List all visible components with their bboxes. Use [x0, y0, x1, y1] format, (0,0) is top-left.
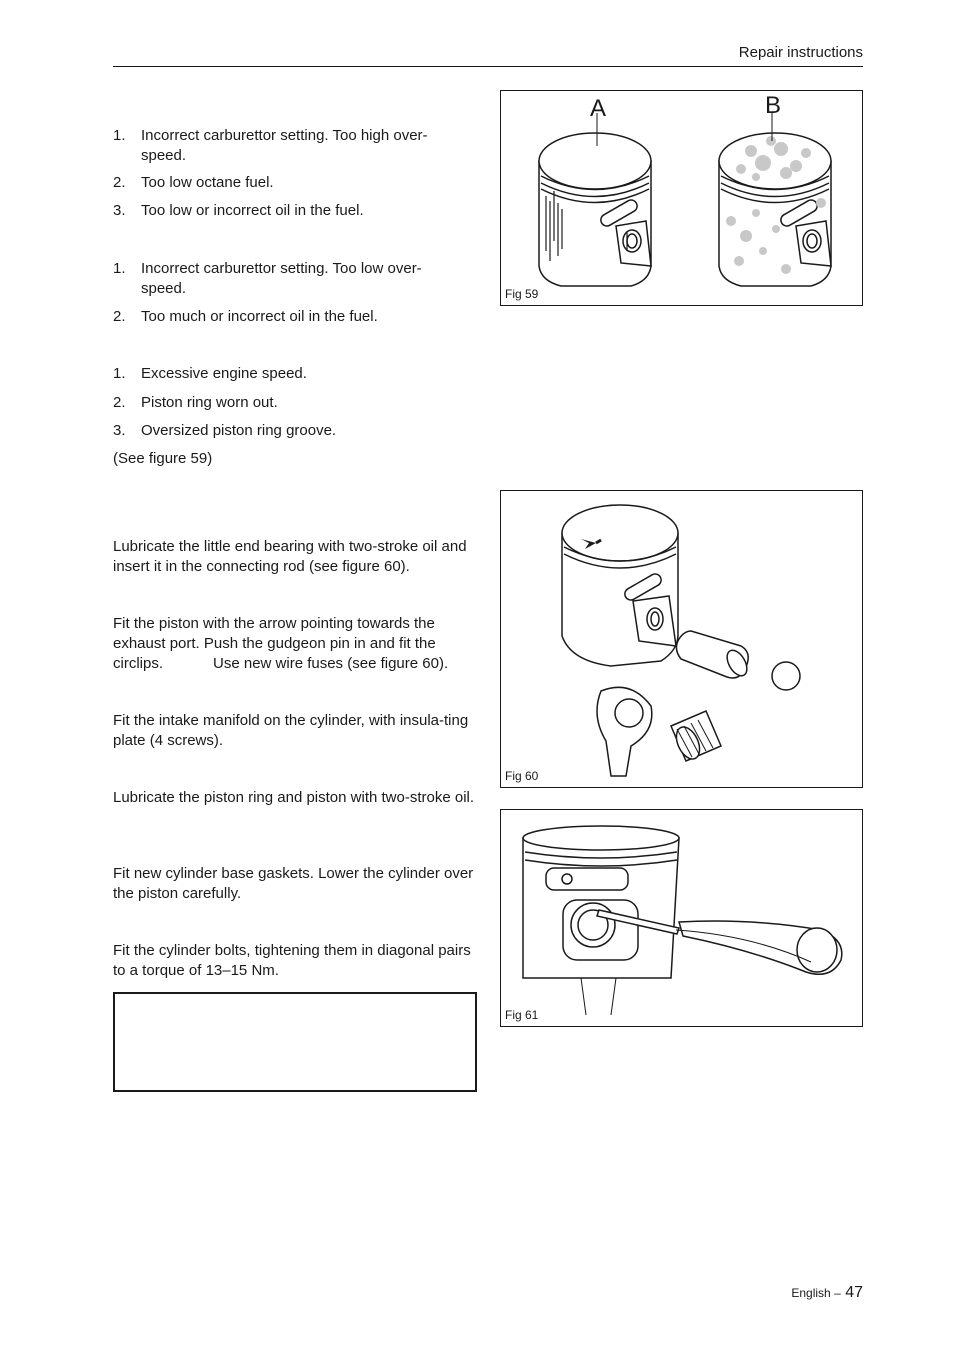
paragraph-lubricate-ring: Lubricate the piston ring and piston with two-stroke oil. [113, 789, 475, 806]
list-number: 2. [113, 394, 126, 411]
piston-assembly-illustration [501, 491, 862, 787]
paragraph-fit-piston: Fit the piston with the arrow pointing towards the exhaust port. Push the gudgeon pin in and fit the circlips. Use new wire fuses (see figure 60). [113, 615, 449, 672]
list-number: 1. [113, 127, 126, 144]
list3-item-3 [113, 421, 453, 441]
see-figure-note: (See figure 59) [113, 450, 213, 467]
list3-item-1 [113, 364, 453, 384]
paragraph-base-gaskets: Fit new cylinder base gaskets. Lower the cylinder over the piston carefully. [113, 865, 474, 902]
piston-comparison-illustration [501, 91, 862, 305]
list-number: 3. [113, 202, 126, 219]
figure-61-label: Fig 61 [505, 1008, 539, 1022]
list1-item-1 [113, 126, 453, 166]
figure-60 [500, 490, 863, 788]
footer-language: English – [791, 1286, 841, 1300]
list2-item-1 [113, 259, 453, 299]
list1-item-3 [113, 201, 453, 221]
list-number: 3. [113, 422, 126, 439]
header-rule [113, 66, 863, 67]
list-text: Too low octane fuel. [141, 174, 274, 191]
circlip-removal-illustration [501, 810, 862, 1026]
paragraph-intake-manifold: Fit the intake manifold on the cylinder, with insula-ting plate (4 screws). [113, 712, 469, 749]
paragraph-cylinder-bolts: Fit the cylinder bolts, tightening them in diagonal pairs to a torque of 13–15 Nm. [113, 942, 471, 979]
list-text: Incorrect carburettor setting. Too high over-speed. [141, 127, 428, 164]
list-number: 1. [113, 365, 126, 382]
label-a: A [590, 95, 607, 122]
list-text: Oversized piston ring groove. [141, 422, 337, 439]
list-number: 1. [113, 260, 126, 277]
page-footer [791, 1284, 863, 1302]
warning-box [113, 992, 477, 1092]
header-title: Repair instructions [738, 44, 863, 61]
figure-60-label: Fig 60 [505, 769, 539, 783]
list2-item-2 [113, 307, 453, 327]
list-number: 2. [113, 174, 126, 191]
list1-item-2 [113, 173, 453, 193]
list-text: Excessive engine speed. [141, 365, 307, 382]
list-text: Too much or incorrect oil in the fuel. [141, 308, 378, 325]
list-number: 2. [113, 308, 126, 325]
page-number: 47 [840, 1284, 863, 1301]
list-text: Incorrect carburettor setting. Too low over-speed. [141, 260, 422, 297]
figure-61 [500, 809, 863, 1027]
list3-item-2 [113, 393, 453, 413]
figure-59 [500, 90, 863, 306]
label-b: B [765, 92, 782, 119]
list-text: Too low or incorrect oil in the fuel. [141, 202, 364, 219]
list-text: Piston ring worn out. [141, 394, 278, 411]
paragraph-lubricate-bearing: Lubricate the little end bearing with two-stroke oil and insert it in the connecting rod (see figure 60). [113, 538, 467, 575]
figure-59-label: Fig 59 [505, 287, 539, 301]
